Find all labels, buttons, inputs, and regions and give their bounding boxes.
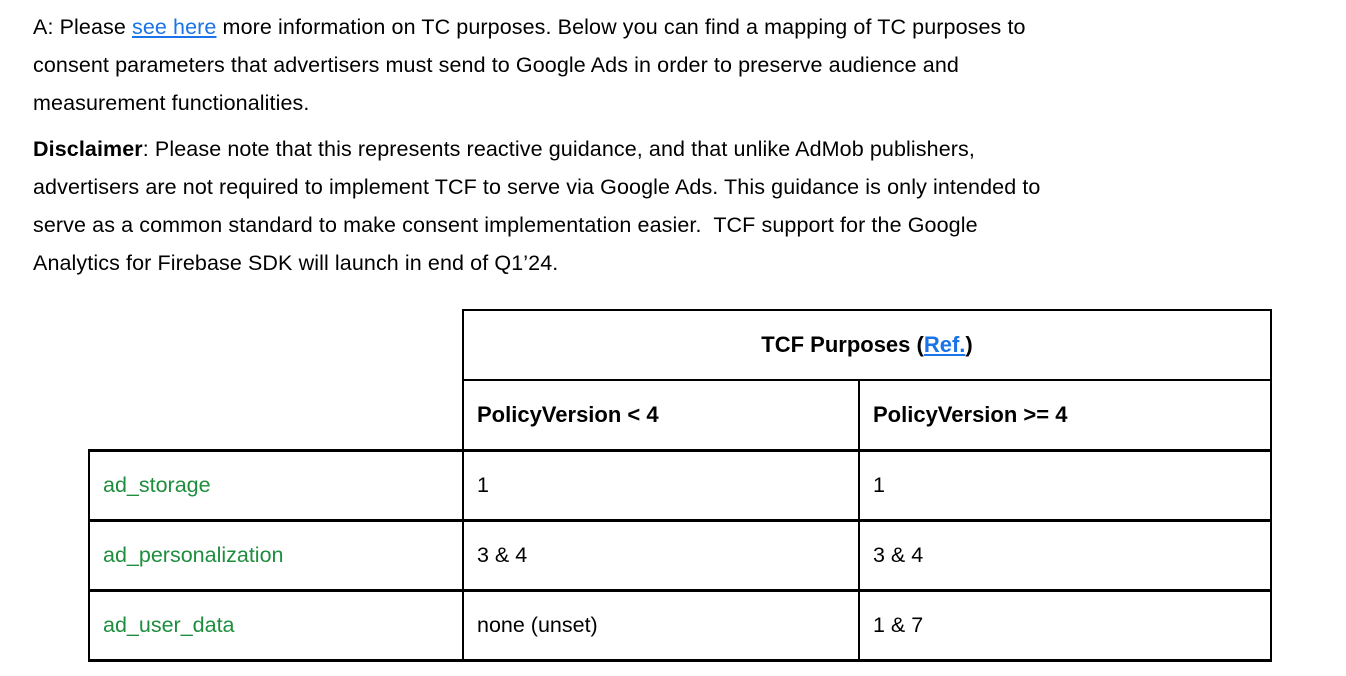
disclaimer-line-1 [33, 130, 1346, 168]
disclaimer-line-2: advertisers are not required to implement TCF to serve via Google Ads. This guidance is only intended to [33, 175, 1041, 199]
row-label-ad-personalization: ad_personalization [89, 520, 463, 590]
intro-line-3: measurement functionalities. [33, 91, 310, 115]
intro-line-2: consent parameters that advertisers must send to Google Ads in order to preserve audience and [33, 53, 959, 77]
cell-ad-personalization-gte4: 3 & 4 [859, 520, 1271, 590]
empty-spacer-cell [89, 310, 463, 380]
table-title-cell [463, 310, 1271, 380]
cell-ad-storage-lt4: 1 [463, 450, 859, 520]
intro-line-1-prefix: A: Please [33, 15, 132, 39]
table-title-row [89, 310, 1271, 380]
disclaimer-line-3: serve as a common standard to make consent implementation easier. TCF support for the Google [33, 213, 978, 237]
cell-ad-user-data-lt4: none (unset) [463, 590, 859, 660]
table-title-suffix: ) [965, 332, 973, 357]
table-row-ad-storage [89, 450, 1271, 520]
intro-line-1-rest: more information on TC purposes. Below you can find a mapping of TC purposes to [216, 15, 1026, 39]
table-row-ad-user-data [89, 590, 1271, 660]
table-column-header-row [89, 380, 1271, 450]
intro-paragraph [33, 8, 1346, 122]
row-label-ad-storage: ad_storage [89, 450, 463, 520]
cell-ad-user-data-gte4: 1 & 7 [859, 590, 1271, 660]
cell-ad-personalization-lt4: 3 & 4 [463, 520, 859, 590]
intro-line-1 [33, 8, 1346, 46]
cell-ad-storage-gte4: 1 [859, 450, 1271, 520]
disclaimer-label: Disclaimer [33, 137, 143, 161]
column-header-policyversion-gte4: PolicyVersion >= 4 [859, 380, 1271, 450]
column-header-policyversion-lt4: PolicyVersion < 4 [463, 380, 859, 450]
disclaimer-paragraph [33, 130, 1346, 282]
row-label-ad-user-data: ad_user_data [89, 590, 463, 660]
table-title-prefix: TCF Purposes ( [761, 332, 924, 357]
empty-spacer-cell [89, 380, 463, 450]
see-here-link[interactable]: see here [132, 15, 217, 39]
disclaimer-line-1-rest: : Please note that this represents reactive guidance, and that unlike AdMob publishers, [142, 137, 975, 161]
disclaimer-line-4: Analytics for Firebase SDK will launch in end of Q1’24. [33, 251, 559, 275]
tcf-mapping-table [88, 309, 1272, 662]
table-row-ad-personalization [89, 520, 1271, 590]
ref-link[interactable]: Ref. [923, 332, 966, 357]
